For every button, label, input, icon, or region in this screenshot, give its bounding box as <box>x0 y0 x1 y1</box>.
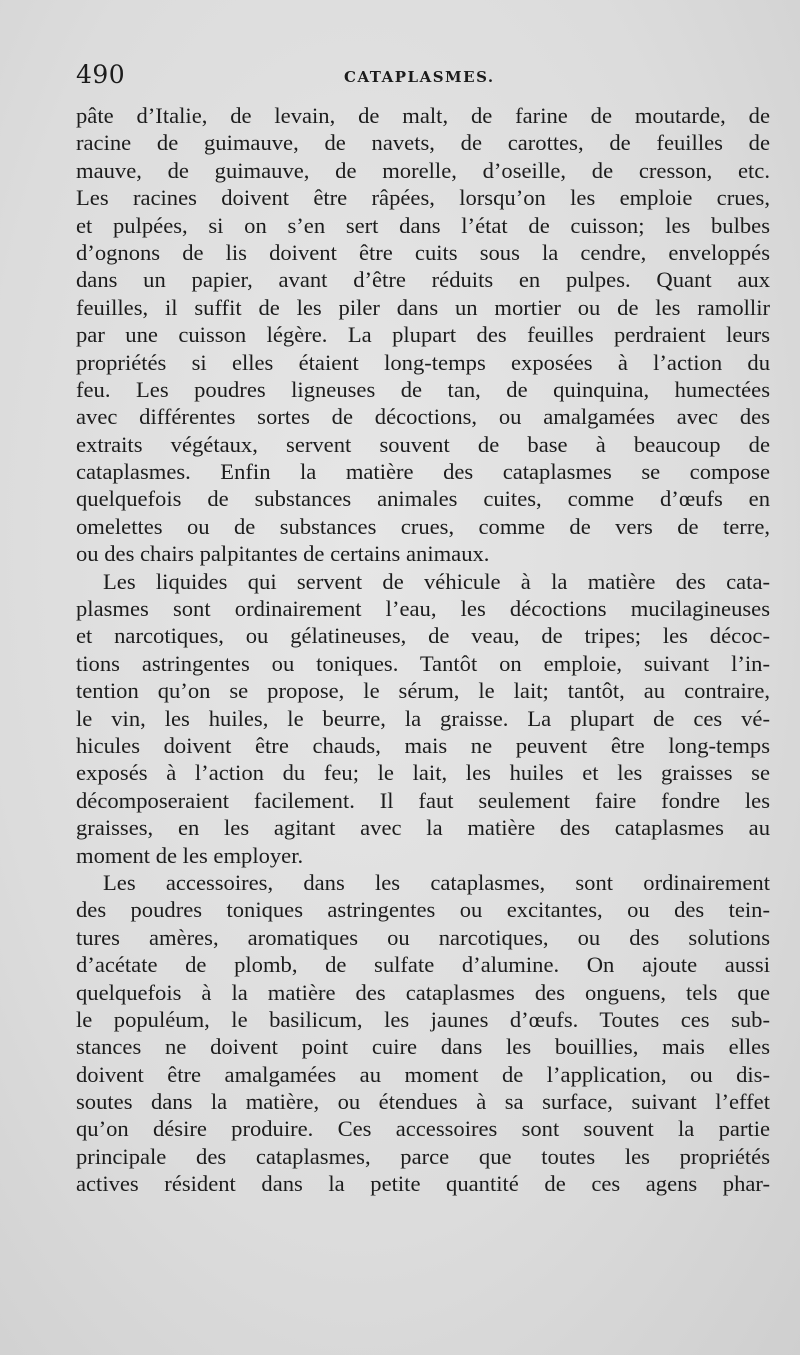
text-line: graisses, en les agitant avec la matière des cataplasmes au <box>76 815 770 841</box>
text-line: tures amères, aromatiques ou narcotiques, ou des solutions <box>76 924 770 950</box>
text-line: le vin, les huiles, le beurre, la graisse. La plupart de ces vé- <box>76 705 770 731</box>
text-line: qu’on désire produire. Ces accessoires sont souvent la partie <box>76 1116 770 1142</box>
text-line: pâte d’Italie, de levain, de malt, de farine de moutarde, de <box>76 103 770 128</box>
text-line: racine de guimauve, de navets, de carottes, de feuilles de <box>76 130 770 156</box>
text-line: extraits végétaux, servent souvent de base à beaucoup de <box>76 431 770 457</box>
text-line: propriétés si elles étaient long-temps exposées à l’action du <box>76 349 770 375</box>
text-line: avec différentes sortes de décoctions, ou amalgamées avec des <box>76 404 770 430</box>
running-head <box>76 60 770 96</box>
text-line: Les racines doivent être râpées, lorsqu’on les emploie crues, <box>76 185 770 211</box>
text-line: d’ognons de lis doivent être cuits sous la cendre, enveloppés <box>76 239 770 265</box>
text-line: Les liquides qui servent de véhicule à la matière des cata- <box>103 568 770 594</box>
text-line: le populéum, le basilicum, les jaunes d’œufs. Toutes ces sub- <box>76 1006 770 1032</box>
text-line: plasmes sont ordinairement l’eau, les décoctions mucilagineuses <box>76 596 770 622</box>
paragraph-2 <box>76 568 770 869</box>
text-line: tention qu’on se propose, le sérum, le lait; tantôt, au contraire, <box>76 678 770 704</box>
text-line: ou des chairs palpitantes de certains animaux. <box>76 541 490 567</box>
text-line: dans un papier, avant d’être réduits en pulpes. Quant aux <box>76 267 770 293</box>
text-line: actives résident dans la petite quantité de ces agens phar- <box>76 1171 770 1197</box>
text-line: moment de les employer. <box>76 842 304 868</box>
text-line: Les accessoires, dans les cataplasmes, sont ordinairement <box>103 869 770 895</box>
text-line: par une cuisson légère. La plupart des feuilles perdraient leurs <box>76 322 770 348</box>
text-line: feuilles, il suffit de les piler dans un mortier ou de les ramollir <box>76 294 770 320</box>
text-line: et narcotiques, ou gélatineuses, de veau, de tripes; les décoc- <box>76 623 770 649</box>
text-line: stances ne doivent point cuire dans les bouillies, mais elles <box>76 1034 770 1060</box>
paragraph-1 <box>76 102 770 568</box>
text-line: principale des cataplasmes, parce que toutes les propriétés <box>76 1143 770 1169</box>
running-title: CATAPLASMES. <box>344 68 495 86</box>
paragraph-3 <box>76 869 770 1198</box>
text-line: cataplasmes. Enfin la matière des cataplasmes se compose <box>76 459 770 485</box>
text-line: et pulpées, si on s’en sert dans l’état de cuisson; les bulbes <box>76 212 770 238</box>
text-line: feu. Les poudres ligneuses de tan, de quinquina, humectées <box>76 376 770 402</box>
body-text <box>76 102 770 1198</box>
text-line: tions astringentes ou toniques. Tantôt on emploie, suivant l’in- <box>76 650 770 676</box>
text-line: doivent être amalgamées au moment de l’application, ou dis- <box>76 1061 770 1087</box>
text-line: d’acétate de plomb, de sulfate d’alumine. On ajoute aussi <box>76 952 770 978</box>
page-number: 490 <box>76 60 126 89</box>
text-line: décomposeraient facilement. Il faut seulement faire fondre les <box>76 787 770 813</box>
text-line: quelquefois à la matière des cataplasmes des onguens, tels que <box>76 979 770 1005</box>
text-line: soutes dans la matière, ou étendues à sa surface, suivant l’effet <box>76 1089 770 1115</box>
text-line: des poudres toniques astringentes ou excitantes, ou des tein- <box>76 897 770 923</box>
text-line: mauve, de guimauve, de morelle, d’oseille, de cresson, etc. <box>76 157 770 183</box>
text-line: hicules doivent être chauds, mais ne peuvent être long-temps <box>76 732 770 758</box>
text-line: quelquefois de substances animales cuites, comme d’œufs en <box>76 486 770 512</box>
text-line: omelettes ou de substances crues, comme de vers de terre, <box>76 513 770 539</box>
text-line: exposés à l’action du feu; le lait, les huiles et les graisses se <box>76 760 770 786</box>
